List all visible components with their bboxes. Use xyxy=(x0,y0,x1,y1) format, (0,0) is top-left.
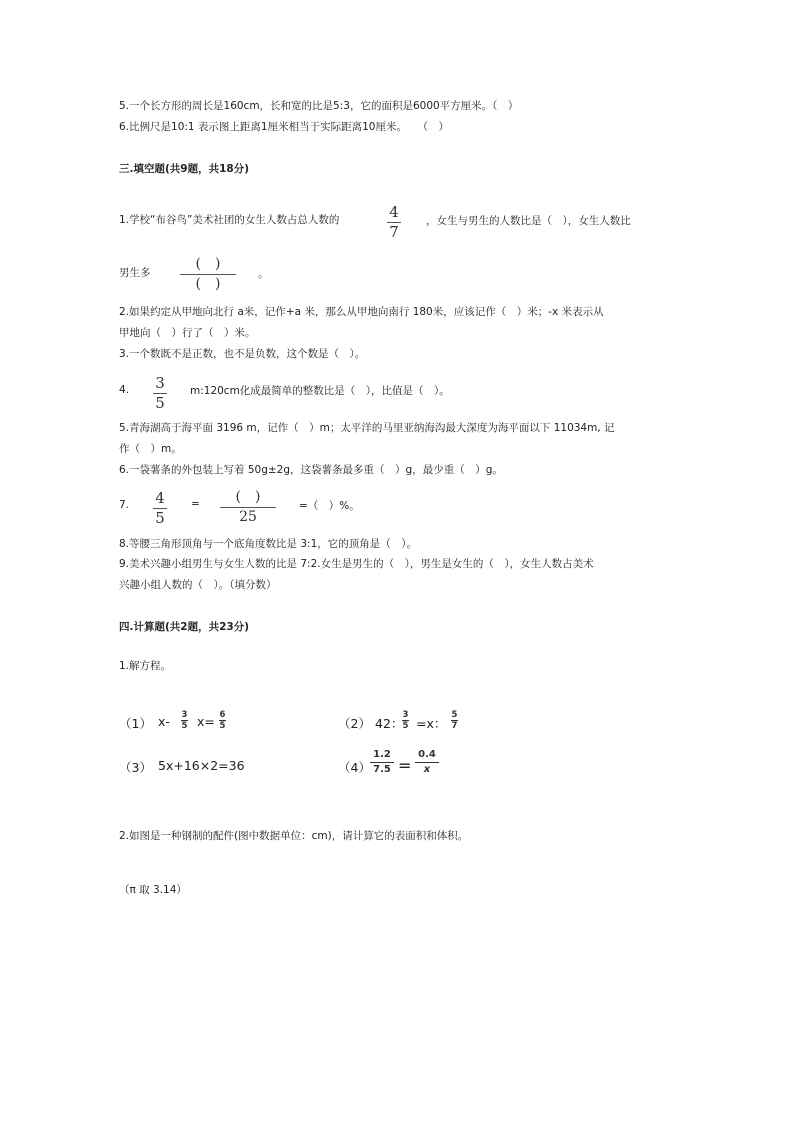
fill-q1-before: 1.学校“布谷鸟”美术社团的女生人数占总人数的 xyxy=(119,214,340,226)
calc-q2: 2.如图是一种钢制的配件(图中数据单位：cm)，请计算它的表面积和体积。 xyxy=(119,830,469,842)
fill-q7-blank-fraction xyxy=(220,489,276,526)
equation-2-fraction-2 xyxy=(451,710,458,731)
fraction-denominator: 5 xyxy=(219,721,226,731)
section4-title: 四.计算题(共2题，共23分) xyxy=(119,621,250,633)
equation-4-equals: = xyxy=(398,756,412,775)
equation-4-label: （4） xyxy=(338,760,371,775)
fill-q1-line2-after: 。 xyxy=(258,268,269,280)
fill-q2-line1: 2.如果约定从甲地向北行 a米，记作+a 米，那么从甲地向南行 180米，应该记作（ ）米；-x 米表示从 xyxy=(119,306,604,318)
fill-q8: 8.等腰三角形顶角与一个底角度数比是 3:1，它的顶角是（ ）。 xyxy=(119,538,418,550)
fill-q7-fraction xyxy=(153,490,167,527)
equation-2-part-a: 42： xyxy=(375,716,404,731)
fraction-numerator: 1.2 xyxy=(373,749,391,760)
fraction-denominator: 7 xyxy=(389,223,399,241)
fill-q7-after: =（ ）%。 xyxy=(299,500,360,512)
fraction-numerator: 3 xyxy=(402,710,409,720)
fill-q1-blank-fraction xyxy=(180,256,236,293)
fill-q1-after: ，女生与男生的人数比是（ ），女生人数比 xyxy=(426,215,631,227)
fraction-numerator: 3 xyxy=(181,710,188,720)
equation-1-fraction-2 xyxy=(219,710,226,731)
calc-q1-title: 1.解方程。 xyxy=(119,660,172,672)
fraction-denominator: x xyxy=(423,764,431,775)
fraction-bar xyxy=(220,507,276,508)
fraction-bar xyxy=(180,274,236,275)
judge-q6: 6.比例尺是10:1 表示图上距离1厘米相当于实际距离10厘米。 （ ） xyxy=(119,121,449,133)
fill-q3: 3.一个数既不是正数，也不是负数，这个数是（ ）。 xyxy=(119,348,366,360)
fill-q6: 6.一袋薯条的外包装上写着 50g±2g，这袋薯条最多重（ ）g，最少重（ ）g。 xyxy=(119,464,503,476)
fraction-denominator: 5 xyxy=(181,721,188,731)
fraction-bar xyxy=(370,762,394,763)
fraction-numerator: 5 xyxy=(451,710,458,720)
fill-q1-line2-before: 男生多 xyxy=(119,267,151,279)
equation-2-part-b: =x： xyxy=(416,716,447,731)
equation-2-label: （2） xyxy=(338,716,371,731)
equation-4-fraction-2 xyxy=(415,749,439,776)
fill-q7-equals: = xyxy=(191,498,200,510)
fraction-denominator: 7.5 xyxy=(373,764,391,775)
fill-q9-line2: 兴趣小组人数的（ ）。（填分数） xyxy=(119,579,277,591)
pi-note: （π 取 3.14） xyxy=(119,884,187,896)
fill-q4-fraction xyxy=(153,375,167,412)
equation-1-fraction-1 xyxy=(181,710,188,731)
blank-numerator: ( ) xyxy=(235,489,261,505)
section3-title: 三.填空题(共9题，共18分) xyxy=(119,163,250,175)
fill-q2-line2: 甲地向（ ）行了（ ）米。 xyxy=(119,327,256,339)
fill-q5-line1: 5.青海湖高于海平面 3196 m，记作（ ）m；太平洋的马里亚纳海沟最大深度为海平面以下 11034m, 记 xyxy=(119,422,615,434)
fill-q5-line2: 作（ ）m。 xyxy=(119,443,182,455)
equation-4-fraction-1 xyxy=(370,749,394,776)
fraction-bar xyxy=(415,762,439,763)
fraction-numerator: 4 xyxy=(389,203,399,221)
fraction-numerator: 0.4 xyxy=(418,749,436,760)
fraction-numerator: 4 xyxy=(155,489,165,507)
fraction-denominator: 5 xyxy=(155,394,165,412)
fraction-numerator: 3 xyxy=(155,374,165,392)
fill-q9-line1: 9.美术兴趣小组男生与女生人数的比是 7:2.女生是男生的（ ），男生是女生的（ ），女生人数占美术 xyxy=(119,558,594,570)
fill-q4-after: m:120cm化成最简单的整数比是（ ），比值是（ ）。 xyxy=(190,385,450,397)
equation-1-part-a: x- xyxy=(158,714,170,729)
fill-q7-label: 7. xyxy=(119,499,130,511)
equation-3-text: 5x+16×2=36 xyxy=(158,758,245,773)
blank-numerator: ( ) xyxy=(195,256,221,272)
equation-3-label: （3） xyxy=(119,760,152,775)
judge-q5: 5.一个长方形的周长是160cm，长和宽的比是5:3，它的面积是6000平方厘米。（ ） xyxy=(119,100,519,112)
equation-1-label: （1） xyxy=(119,716,152,731)
fill-q4-label: 4. xyxy=(119,384,130,396)
fraction-denominator: 5 xyxy=(402,721,409,731)
fraction-denominator: 7 xyxy=(451,721,458,731)
fraction-numerator: 6 xyxy=(219,710,226,720)
equation-1-part-b: x= xyxy=(197,714,215,729)
fraction-denominator: 5 xyxy=(155,509,165,527)
blank-denominator: 25 xyxy=(239,509,257,525)
fill-q1-fraction xyxy=(387,204,401,241)
equation-2-fraction-1 xyxy=(402,710,409,731)
blank-denominator: ( ) xyxy=(195,276,221,292)
